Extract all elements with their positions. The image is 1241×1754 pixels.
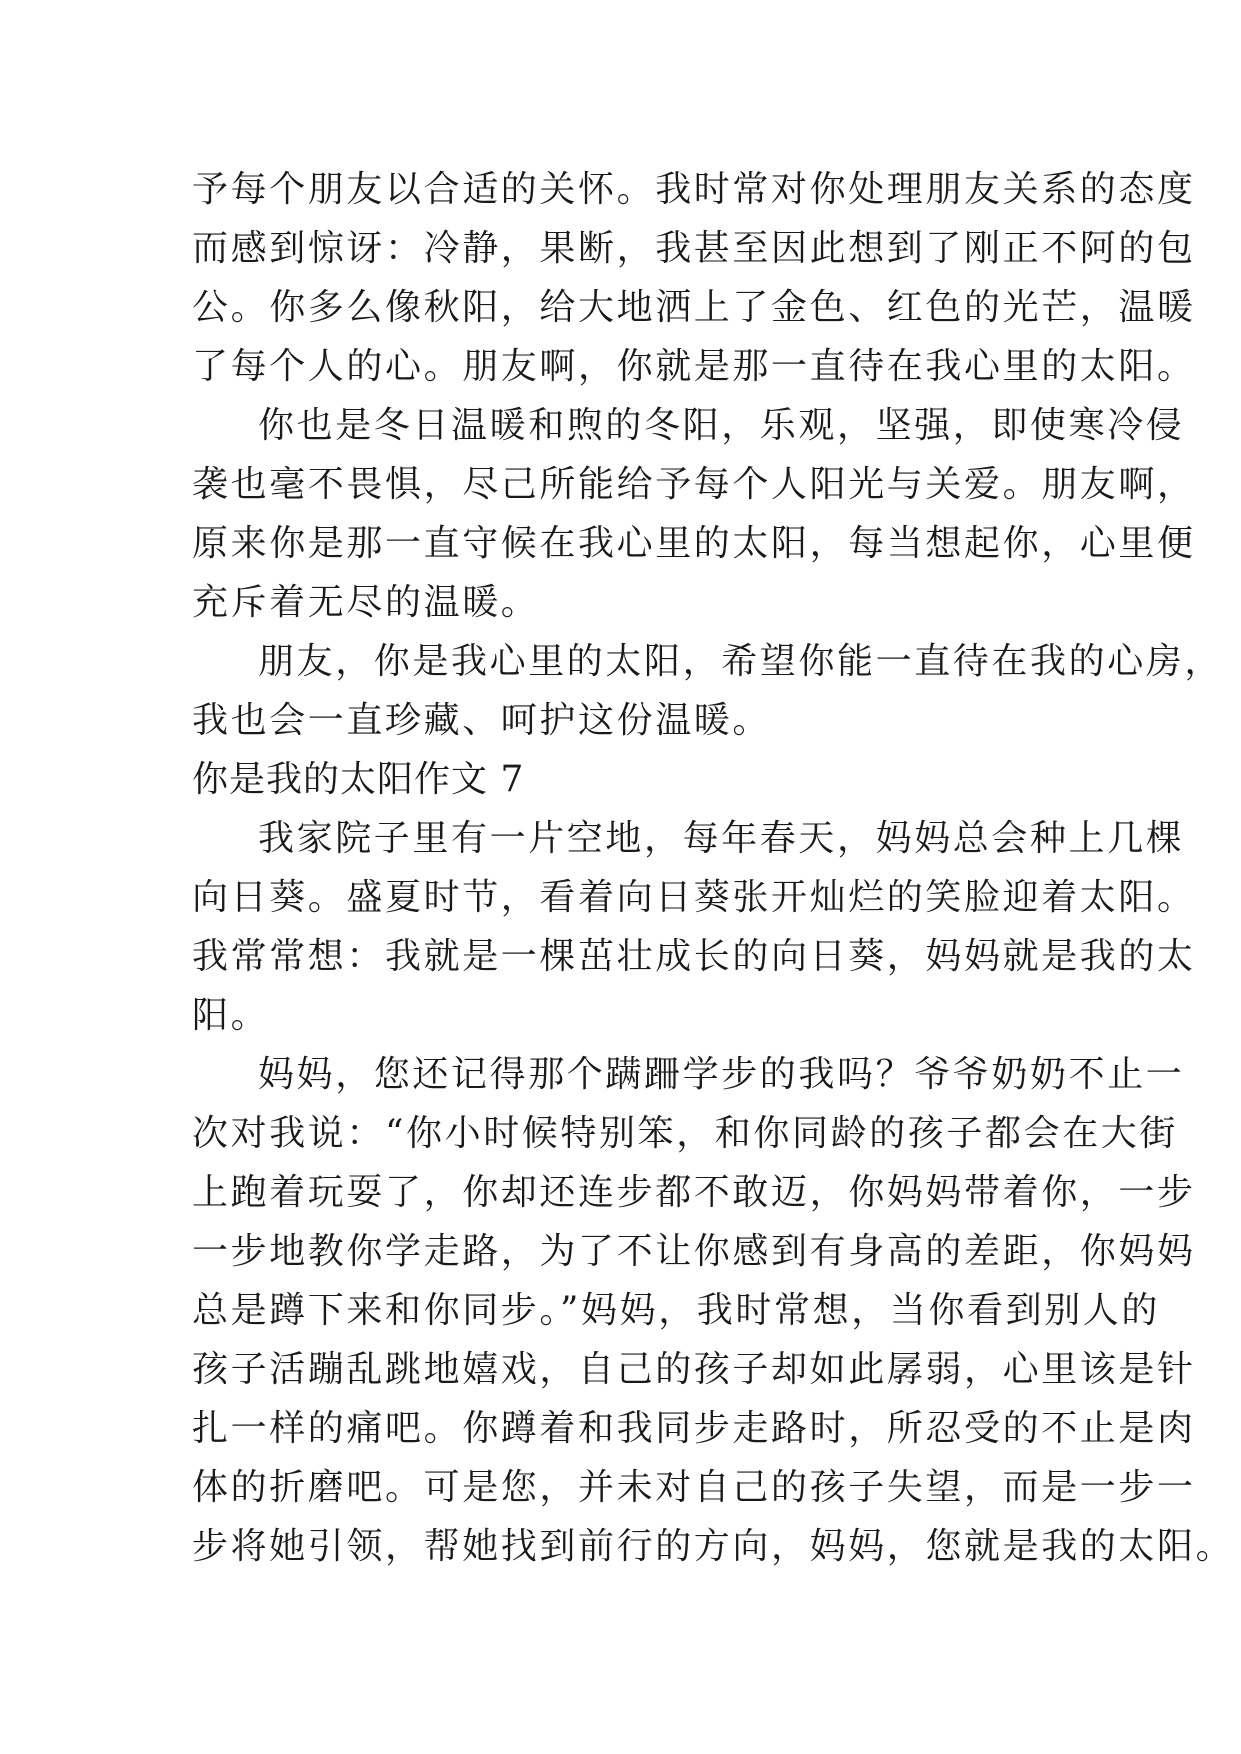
text-line: 原来你是那一直守候在我心里的太阳，每当想起你，心里便 — [192, 523, 1196, 564]
essay-text — [192, 160, 1235, 1576]
text-line: 上跑着玩耍了，你却还连步都不敢迈，你妈妈带着你，一步 — [192, 1172, 1196, 1213]
text-line: 总是蹲下来和你同步。”妈妈，我时常想，当你看到别人的 — [192, 1290, 1161, 1331]
text-line: 我家院子里有一片空地，每年春天，妈妈总会种上几棵 — [258, 818, 1185, 859]
text-line: 向日葵。盛夏时节，看着向日葵张开灿烂的笑脸迎着太阳。 — [192, 877, 1196, 918]
text-line: 妈妈，您还记得那个蹒跚学步的我吗？爷爷奶奶不止一 — [258, 1054, 1185, 1095]
text-line: 孩子活蹦乱跳地嬉戏，自己的孩子却如此孱弱，心里该是针 — [192, 1349, 1196, 1390]
text-line: 扎一样的痛吧。你蹲着和我同步走路时，所忍受的不止是肉 — [192, 1408, 1196, 1449]
text-line: 而感到惊讶：冷静，果断，我甚至因此想到了刚正不阿的包 — [192, 228, 1196, 269]
text-line: 你也是冬日温暖和煦的冬阳，乐观，坚强，即使寒冷侵 — [258, 405, 1185, 446]
text-line: 我常常想：我就是一棵茁壮成长的向日葵，妈妈就是我的太 — [192, 936, 1196, 977]
text-line: 体的折磨吧。可是您，并未对自己的孩子失望，而是一步一 — [192, 1467, 1196, 1508]
text-line: 阳。 — [192, 995, 270, 1036]
section-heading: 你是我的太阳作文 7 — [192, 759, 525, 800]
text-line: 一步地教你学走路，为了不让你感到有身高的差距，你妈妈 — [192, 1231, 1196, 1272]
text-line: 步将她引领，帮她找到前行的方向，妈妈，您就是我的太阳。 — [192, 1526, 1235, 1567]
text-line: 朋友，你是我心里的太阳，希望你能一直待在我的心房， — [258, 641, 1224, 682]
text-line: 充斥着无尽的温暖。 — [192, 582, 540, 623]
text-line: 袭也毫不畏惧，尽己所能给予每个人阳光与关爱。朋友啊， — [192, 464, 1196, 505]
text-line: 公。你多么像秋阳，给大地洒上了金色、红色的光芒，温暖 — [192, 287, 1196, 328]
text-line: 了每个人的心。朋友啊，你就是那一直待在我心里的太阳。 — [192, 346, 1196, 387]
text-line: 次对我说：“你小时候特别笨，和你同龄的孩子都会在大街 — [192, 1113, 1179, 1154]
text-line: 予每个朋友以合适的关怀。我时常对你处理朋友关系的态度 — [192, 169, 1196, 210]
text-line: 我也会一直珍藏、呵护这份温暖。 — [192, 700, 772, 741]
